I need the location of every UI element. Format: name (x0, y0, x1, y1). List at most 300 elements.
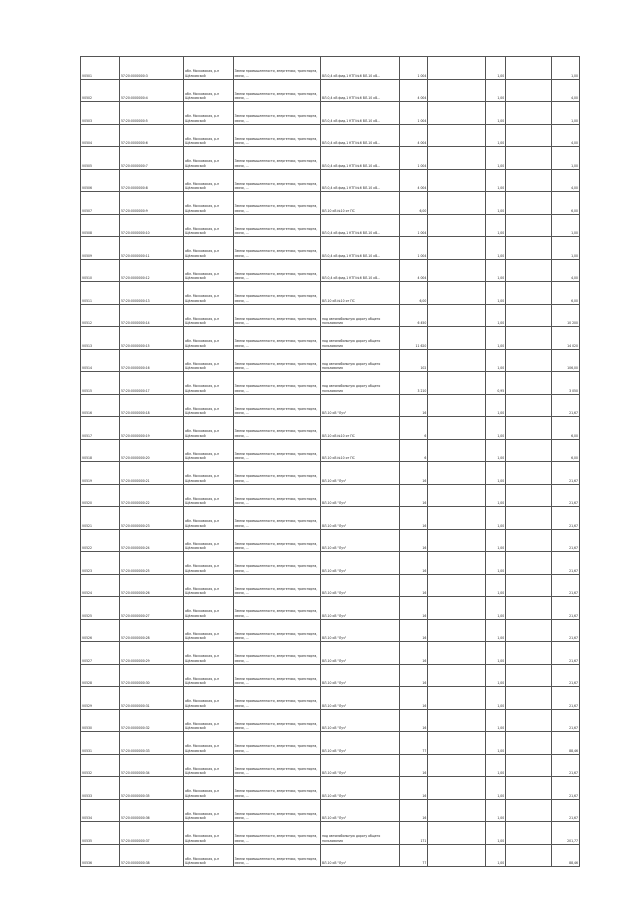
land-category-cell: Земли промышленности, энергетики, транспорта, связи, ... (233, 394, 320, 417)
empty-cell (506, 57, 551, 80)
address-cell: обл. Московская, р-н Щёлковский (184, 282, 233, 305)
table-row (81, 237, 580, 260)
coefficient-cell: 1,00 (486, 552, 506, 575)
value-cell: 21,67 (551, 619, 579, 642)
value-cell: 6,00 (551, 439, 579, 462)
cadastral-number-cell: 57:20:0000000:24 (119, 529, 183, 552)
coefficient-cell: 1,00 (486, 349, 506, 372)
value-cell: 21,67 (551, 597, 579, 620)
plot-id-cell: V0520 (81, 484, 120, 507)
empty-cell (506, 732, 551, 755)
value-cell: 1,00 (551, 147, 579, 170)
address-cell: обл. Московская, р-н Щёлковский (184, 57, 233, 80)
plot-id-cell: V0505 (81, 147, 120, 170)
value-cell: 1,00 (551, 237, 579, 260)
land-category-cell: Земли промышленности, энергетики, транспорта, связи, ... (233, 754, 320, 777)
plot-id-cell: V0529 (81, 687, 120, 710)
coefficient-cell: 1,00 (486, 57, 506, 80)
coefficient-cell: 1,00 (486, 259, 506, 282)
land-category-cell: Земли промышленности, энергетики, транспорта, связи, ... (233, 327, 320, 350)
permitted-use-cell: ВЛ-10 кВ №10 от ПС (320, 417, 399, 440)
coefficient-cell: 1,00 (486, 732, 506, 755)
permitted-use-cell: ВЛ-10 кВ "Луч" (320, 777, 399, 800)
area-cell: 3 210 (399, 372, 427, 395)
coefficient-cell: 1,00 (486, 327, 506, 350)
empty-cell (428, 372, 486, 395)
land-category-cell: Земли промышленности, энергетики, транспорта, связи, ... (233, 147, 320, 170)
empty-cell (506, 147, 551, 170)
permitted-use-cell: ВЛ-10 кВ "Луч" (320, 394, 399, 417)
empty-cell (506, 799, 551, 822)
permitted-use-cell: под автомобильную дорогу общего пользования (320, 822, 399, 845)
coefficient-cell: 1,00 (486, 687, 506, 710)
empty-cell (506, 79, 551, 102)
empty-cell (428, 57, 486, 80)
empty-cell (428, 687, 486, 710)
plot-id-cell: V0536 (81, 844, 120, 867)
area-cell: 4 004 (399, 259, 427, 282)
permitted-use-cell: ВЛ-10 кВ №10 от ПС (320, 282, 399, 305)
empty-cell (428, 507, 486, 530)
land-category-cell: Земли промышленности, энергетики, транспорта, связи, ... (233, 709, 320, 732)
land-category-cell: Земли промышленности, энергетики, транспорта, связи, ... (233, 79, 320, 102)
land-category-cell: Земли промышленности, энергетики, транспорта, связи, ... (233, 777, 320, 800)
plot-id-cell: V0532 (81, 754, 120, 777)
permitted-use-cell: ВЛ-10 кВ "Луч" (320, 619, 399, 642)
cadastral-number-cell: 57:20:0000000:7 (119, 147, 183, 170)
land-category-cell: Земли промышленности, энергетики, транспорта, связи, ... (233, 597, 320, 620)
area-cell: 16 (399, 462, 427, 485)
area-cell: 4 004 (399, 124, 427, 147)
table-row (81, 214, 580, 237)
land-category-cell: Земли промышленности, энергетики, транспорта, связи, ... (233, 282, 320, 305)
permitted-use-cell: ВЛ-10 кВ "Луч" (320, 642, 399, 665)
value-cell: 1,00 (551, 102, 579, 125)
coefficient-cell: 1,00 (486, 192, 506, 215)
land-category-cell: Земли промышленности, энергетики, транспорта, связи, ... (233, 484, 320, 507)
permitted-use-cell: ВЛ-10 кВ "Луч" (320, 462, 399, 485)
coefficient-cell: 1,00 (486, 147, 506, 170)
cadastral-number-cell: 57:20:0000000:15 (119, 327, 183, 350)
empty-cell (506, 822, 551, 845)
land-category-cell: Земли промышленности, энергетики, транспорта, связи, ... (233, 169, 320, 192)
value-cell: 21,67 (551, 507, 579, 530)
table-row (81, 327, 580, 350)
empty-cell (506, 237, 551, 260)
land-plots-table (80, 56, 580, 867)
permitted-use-cell: ВЛ-0,4 кВ фид.1 КТП №6 ВЛ-10 кВ... (320, 214, 399, 237)
table-row (81, 732, 580, 755)
address-cell: обл. Московская, р-н Щёлковский (184, 574, 233, 597)
area-cell: 16 (399, 687, 427, 710)
cadastral-number-cell: 57:20:0000000:17 (119, 372, 183, 395)
address-cell: обл. Московская, р-н Щёлковский (184, 822, 233, 845)
land-category-cell: Земли промышленности, энергетики, транспорта, связи, ... (233, 664, 320, 687)
area-cell: 6 (399, 439, 427, 462)
plot-id-cell: V0517 (81, 417, 120, 440)
plot-id-cell: V0513 (81, 327, 120, 350)
table-row (81, 552, 580, 575)
coefficient-cell: 1,00 (486, 799, 506, 822)
coefficient-cell: 1,00 (486, 214, 506, 237)
land-category-cell: Земли промышленности, энергетики, транспорта, связи, ... (233, 687, 320, 710)
value-cell: 21,67 (551, 642, 579, 665)
area-cell: 102 (399, 349, 427, 372)
coefficient-cell: 1,00 (486, 304, 506, 327)
value-cell: 4,00 (551, 169, 579, 192)
area-cell: 16 (399, 484, 427, 507)
empty-cell (506, 102, 551, 125)
coefficient-cell: 1,00 (486, 709, 506, 732)
address-cell: обл. Московская, р-н Щёлковский (184, 124, 233, 147)
value-cell: 21,67 (551, 687, 579, 710)
address-cell: обл. Московская, р-н Щёлковский (184, 484, 233, 507)
cadastral-number-cell: 57:20:0000000:11 (119, 237, 183, 260)
land-category-cell: Земли промышленности, энергетики, транспорта, связи, ... (233, 417, 320, 440)
permitted-use-cell: ВЛ-0,4 кВ фид.1 КТП №6 ВЛ-10 кВ... (320, 169, 399, 192)
address-cell: обл. Московская, р-н Щёлковский (184, 462, 233, 485)
empty-cell (506, 372, 551, 395)
area-cell: 4 004 (399, 79, 427, 102)
coefficient-cell: 1,00 (486, 169, 506, 192)
empty-cell (428, 709, 486, 732)
empty-cell (506, 597, 551, 620)
plot-id-cell: V0504 (81, 124, 120, 147)
empty-cell (428, 124, 486, 147)
empty-cell (506, 507, 551, 530)
table-row (81, 462, 580, 485)
value-cell: 21,67 (551, 664, 579, 687)
coefficient-cell: 1,00 (486, 574, 506, 597)
permitted-use-cell: ВЛ-10 кВ "Луч" (320, 844, 399, 867)
empty-cell (506, 664, 551, 687)
permitted-use-cell: ВЛ-10 кВ №10 от ПС (320, 439, 399, 462)
permitted-use-cell: под автомобильную дорогу общего пользования (320, 327, 399, 350)
address-cell: обл. Московская, р-н Щёлковский (184, 799, 233, 822)
empty-cell (428, 799, 486, 822)
plot-id-cell: V0507 (81, 192, 120, 215)
plot-id-cell: V0509 (81, 237, 120, 260)
cadastral-number-cell: 57:20:0000000:20 (119, 439, 183, 462)
area-cell: 1 004 (399, 57, 427, 80)
address-cell: обл. Московская, р-н Щёлковский (184, 552, 233, 575)
plot-id-cell: V0525 (81, 597, 120, 620)
empty-cell (428, 79, 486, 102)
plot-id-cell: V0526 (81, 619, 120, 642)
empty-cell (506, 304, 551, 327)
cadastral-number-cell: 57:20:0000000:5 (119, 102, 183, 125)
cadastral-number-cell: 57:20:0000000:29 (119, 642, 183, 665)
coefficient-cell: 1,00 (486, 484, 506, 507)
plot-id-cell: V0528 (81, 664, 120, 687)
permitted-use-cell: ВЛ-10 кВ "Луч" (320, 552, 399, 575)
empty-cell (428, 529, 486, 552)
value-cell: 1,00 (551, 214, 579, 237)
empty-cell (428, 844, 486, 867)
cadastral-number-cell: 57:20:0000000:38 (119, 844, 183, 867)
empty-cell (428, 597, 486, 620)
area-cell: 1 004 (399, 214, 427, 237)
empty-cell (506, 349, 551, 372)
table-row (81, 597, 580, 620)
coefficient-cell: 1,00 (486, 417, 506, 440)
land-plots-table-body (81, 57, 580, 867)
plot-id-cell: V0508 (81, 214, 120, 237)
table-row (81, 102, 580, 125)
address-cell: обл. Московская, р-н Щёлковский (184, 664, 233, 687)
empty-cell (506, 777, 551, 800)
cadastral-number-cell: 57:20:0000000:3 (119, 57, 183, 80)
cadastral-number-cell: 57:20:0000000:10 (119, 214, 183, 237)
area-cell: 16 (399, 754, 427, 777)
cadastral-number-cell: 57:20:0000000:8 (119, 169, 183, 192)
table-row (81, 754, 580, 777)
area-cell: 16 (399, 642, 427, 665)
cadastral-number-cell: 57:20:0000000:36 (119, 799, 183, 822)
value-cell: 21,67 (551, 394, 579, 417)
empty-cell (428, 552, 486, 575)
permitted-use-cell: ВЛ-10 кВ №10 от ПС (320, 192, 399, 215)
land-category-cell: Земли промышленности, энергетики, транспорта, связи, ... (233, 439, 320, 462)
area-cell: 16 (399, 777, 427, 800)
coefficient-cell: 1,00 (486, 664, 506, 687)
permitted-use-cell: ВЛ-0,4 кВ фид.1 КТП №6 ВЛ-10 кВ... (320, 79, 399, 102)
cadastral-number-cell: 57:20:0000000:12 (119, 259, 183, 282)
empty-cell (428, 259, 486, 282)
area-cell: 6 450 (399, 304, 427, 327)
area-cell: 6 (399, 417, 427, 440)
address-cell: обл. Московская, р-н Щёлковский (184, 529, 233, 552)
empty-cell (428, 484, 486, 507)
plot-id-cell: V0534 (81, 799, 120, 822)
address-cell: обл. Московская, р-н Щёлковский (184, 642, 233, 665)
land-register-sheet (80, 56, 580, 867)
empty-cell (428, 304, 486, 327)
area-cell: 1 004 (399, 237, 427, 260)
empty-cell (506, 619, 551, 642)
coefficient-cell: 1,00 (486, 822, 506, 845)
area-cell: 171 (399, 822, 427, 845)
land-category-cell: Земли промышленности, энергетики, транспорта, связи, ... (233, 192, 320, 215)
land-category-cell: Земли промышленности, энергетики, транспорта, связи, ... (233, 732, 320, 755)
empty-cell (506, 169, 551, 192)
empty-cell (428, 822, 486, 845)
coefficient-cell: 1,00 (486, 282, 506, 305)
table-row (81, 304, 580, 327)
empty-cell (428, 349, 486, 372)
permitted-use-cell: ВЛ-0,4 кВ фид.1 КТП №6 ВЛ-10 кВ... (320, 124, 399, 147)
table-row (81, 799, 580, 822)
cadastral-number-cell: 57:20:0000000:22 (119, 484, 183, 507)
land-category-cell: Земли промышленности, энергетики, транспорта, связи, ... (233, 844, 320, 867)
empty-cell (428, 327, 486, 350)
area-cell: 11 620 (399, 327, 427, 350)
empty-cell (506, 192, 551, 215)
value-cell: 88,46 (551, 844, 579, 867)
value-cell: 21,67 (551, 754, 579, 777)
address-cell: обл. Московская, р-н Щёлковский (184, 777, 233, 800)
empty-cell (428, 777, 486, 800)
table-row (81, 574, 580, 597)
cadastral-number-cell: 57:20:0000000:33 (119, 732, 183, 755)
coefficient-cell: 1,00 (486, 237, 506, 260)
coefficient-cell: 1,00 (486, 507, 506, 530)
permitted-use-cell: ВЛ-10 кВ "Луч" (320, 529, 399, 552)
empty-cell (428, 417, 486, 440)
table-row (81, 372, 580, 395)
area-cell: 16 (399, 394, 427, 417)
empty-cell (428, 754, 486, 777)
empty-cell (506, 642, 551, 665)
address-cell: обл. Московская, р-н Щёлковский (184, 237, 233, 260)
cadastral-number-cell: 57:20:0000000:21 (119, 462, 183, 485)
table-row (81, 282, 580, 305)
value-cell: 10 200 (551, 304, 579, 327)
permitted-use-cell: ВЛ-0,4 кВ фид.1 КТП №6 ВЛ-10 кВ... (320, 102, 399, 125)
cadastral-number-cell: 57:20:0000000:26 (119, 574, 183, 597)
empty-cell (428, 282, 486, 305)
cadastral-number-cell: 57:20:0000000:37 (119, 822, 183, 845)
table-row (81, 349, 580, 372)
plot-id-cell: V0506 (81, 169, 120, 192)
cadastral-number-cell: 57:20:0000000:25 (119, 552, 183, 575)
coefficient-cell: 1,00 (486, 642, 506, 665)
address-cell: обл. Московская, р-н Щёлковский (184, 844, 233, 867)
coefficient-cell: 1,00 (486, 754, 506, 777)
address-cell: обл. Московская, р-н Щёлковский (184, 687, 233, 710)
permitted-use-cell: ВЛ-10 кВ "Луч" (320, 507, 399, 530)
empty-cell (428, 732, 486, 755)
permitted-use-cell: ВЛ-10 кВ "Луч" (320, 574, 399, 597)
plot-id-cell: V0516 (81, 394, 120, 417)
coefficient-cell: 1,00 (486, 439, 506, 462)
empty-cell (428, 664, 486, 687)
area-cell: 6,00 (399, 192, 427, 215)
address-cell: обл. Московская, р-н Щёлковский (184, 619, 233, 642)
land-category-cell: Земли промышленности, энергетики, транспорта, связи, ... (233, 574, 320, 597)
table-row (81, 709, 580, 732)
land-category-cell: Земли промышленности, энергетики, транспорта, связи, ... (233, 214, 320, 237)
area-cell: 16 (399, 529, 427, 552)
empty-cell (428, 192, 486, 215)
value-cell: 6,00 (551, 192, 579, 215)
empty-cell (428, 394, 486, 417)
empty-cell (428, 102, 486, 125)
address-cell: обл. Московская, р-н Щёлковский (184, 192, 233, 215)
table-row (81, 844, 580, 867)
permitted-use-cell: ВЛ-0,4 кВ фид.1 КТП №6 ВЛ-10 кВ... (320, 147, 399, 170)
address-cell: обл. Московская, р-н Щёлковский (184, 327, 233, 350)
empty-cell (506, 214, 551, 237)
cadastral-number-cell: 57:20:0000000:28 (119, 619, 183, 642)
plot-id-cell: V0512 (81, 304, 120, 327)
land-category-cell: Земли промышленности, энергетики, транспорта, связи, ... (233, 642, 320, 665)
empty-cell (428, 642, 486, 665)
address-cell: обл. Московская, р-н Щёлковский (184, 349, 233, 372)
table-row (81, 619, 580, 642)
address-cell: обл. Московская, р-н Щёлковский (184, 732, 233, 755)
land-category-cell: Земли промышленности, энергетики, транспорта, связи, ... (233, 57, 320, 80)
empty-cell (506, 327, 551, 350)
permitted-use-cell: ВЛ-10 кВ "Луч" (320, 709, 399, 732)
value-cell: 21,67 (551, 574, 579, 597)
area-cell: 16 (399, 619, 427, 642)
empty-cell (506, 417, 551, 440)
plot-id-cell: V0527 (81, 642, 120, 665)
address-cell: обл. Московская, р-н Щёлковский (184, 394, 233, 417)
land-category-cell: Земли промышленности, энергетики, транспорта, связи, ... (233, 237, 320, 260)
cadastral-number-cell: 57:20:0000000:9 (119, 192, 183, 215)
plot-id-cell: V0524 (81, 574, 120, 597)
address-cell: обл. Московская, р-н Щёлковский (184, 709, 233, 732)
empty-cell (506, 124, 551, 147)
permitted-use-cell: ВЛ-10 кВ "Луч" (320, 687, 399, 710)
value-cell: 21,67 (551, 777, 579, 800)
empty-cell (428, 214, 486, 237)
land-category-cell: Земли промышленности, энергетики, транспорта, связи, ... (233, 124, 320, 147)
plot-id-cell: V0511 (81, 282, 120, 305)
plot-id-cell: V0502 (81, 79, 120, 102)
land-category-cell: Земли промышленности, энергетики, транспорта, связи, ... (233, 349, 320, 372)
address-cell: обл. Московская, р-н Щёлковский (184, 304, 233, 327)
land-category-cell: Земли промышленности, энергетики, транспорта, связи, ... (233, 462, 320, 485)
coefficient-cell: 1,00 (486, 102, 506, 125)
value-cell: 21,67 (551, 462, 579, 485)
area-cell: 77 (399, 844, 427, 867)
cadastral-number-cell: 57:20:0000000:13 (119, 282, 183, 305)
cadastral-number-cell: 57:20:0000000:6 (119, 124, 183, 147)
value-cell: 106,00 (551, 349, 579, 372)
cadastral-number-cell: 57:20:0000000:35 (119, 777, 183, 800)
coefficient-cell: 1,00 (486, 79, 506, 102)
table-row (81, 484, 580, 507)
value-cell: 21,67 (551, 799, 579, 822)
empty-cell (506, 462, 551, 485)
table-row (81, 777, 580, 800)
cadastral-number-cell: 57:20:0000000:32 (119, 709, 183, 732)
table-row (81, 642, 580, 665)
empty-cell (506, 282, 551, 305)
permitted-use-cell: ВЛ-10 кВ "Луч" (320, 799, 399, 822)
area-cell: 16 (399, 597, 427, 620)
empty-cell (428, 619, 486, 642)
area-cell: 6,00 (399, 282, 427, 305)
plot-id-cell: V0510 (81, 259, 120, 282)
area-cell: 16 (399, 507, 427, 530)
value-cell: 88,46 (551, 732, 579, 755)
plot-id-cell: V0530 (81, 709, 120, 732)
address-cell: обл. Московская, р-н Щёлковский (184, 417, 233, 440)
land-category-cell: Земли промышленности, энергетики, транспорта, связи, ... (233, 822, 320, 845)
table-row (81, 687, 580, 710)
cadastral-number-cell: 57:20:0000000:16 (119, 349, 183, 372)
permitted-use-cell: ВЛ-0,4 кВ фид.1 КТП №6 ВЛ-10 кВ... (320, 237, 399, 260)
value-cell: 1,00 (551, 57, 579, 80)
value-cell: 6,00 (551, 417, 579, 440)
table-row (81, 664, 580, 687)
address-cell: обл. Московская, р-н Щёлковский (184, 79, 233, 102)
value-cell: 201,77 (551, 822, 579, 845)
value-cell: 21,67 (551, 484, 579, 507)
empty-cell (428, 574, 486, 597)
permitted-use-cell: под автомобильную дорогу общего пользования (320, 304, 399, 327)
empty-cell (428, 439, 486, 462)
address-cell: обл. Московская, р-н Щёлковский (184, 147, 233, 170)
cadastral-number-cell: 57:20:0000000:19 (119, 417, 183, 440)
address-cell: обл. Московская, р-н Щёлковский (184, 169, 233, 192)
value-cell: 21,67 (551, 552, 579, 575)
empty-cell (428, 462, 486, 485)
